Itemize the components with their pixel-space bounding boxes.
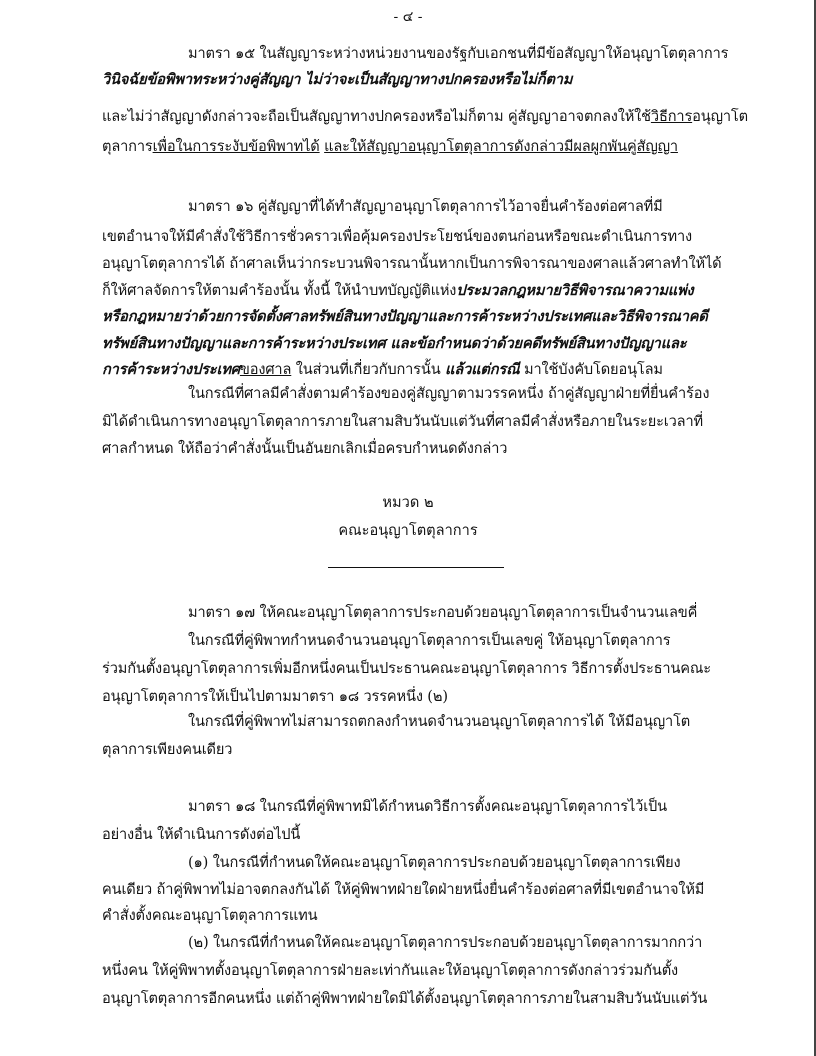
sec18-item2-line-3: อนุญาโตตุลาการอีกคนหนึ่ง แต่ถ้าคู่พิพาทฝ่ายใดมิได้ตั้งอนุญาโตตุลาการภายในสามสิบวันนับแต่วัน	[102, 990, 708, 1007]
sec17-para3-line-2: ตุลาการเพียงคนเดียว	[102, 741, 233, 758]
sec15-line-3b: วิธีการ	[650, 108, 693, 125]
sec16-para2-line-1: ในกรณีที่ศาลมีคำสั่งตามคำร้องของคู่สัญญาตามวรรคหนึ่ง ถ้าคู่สัญญาฝ่ายที่ยื่นคำร้อง	[188, 385, 710, 402]
sec15-line-1: มาตรา ๑๕ ในสัญญาระหว่างหน่วยงานของรัฐกับเอกชนที่มีข้อสัญญาให้อนุญาโตตุลาการ	[188, 45, 729, 62]
sec17-para3-line-1: ในกรณีที่คู่พิพาทไม่สามารถตกลงกำหนดจำนวนอนุญาโตตุลาการได้ ให้มีอนุญาโต	[188, 713, 691, 730]
sec16-line-4	[102, 281, 694, 301]
sec15-line-3	[102, 107, 748, 127]
sec18-line-2: อย่างอื่น ให้ดำเนินการดังต่อไปนี้	[102, 826, 301, 843]
sec18-item1-line-1: (๑) ในกรณีที่กำหนดให้คณะอนุญาโตตุลาการประกอบด้วยอนุญาโตตุลาการเพียง	[188, 854, 681, 871]
chapter-heading: หมวด ๒	[382, 494, 434, 511]
sec15-line-4c: และให้สัญญาอนุญาโตตุลาการดังกล่าวมีผลผูกพันคู่สัญญา	[324, 138, 678, 155]
sec15-line-4b: เพื่อในการระงับข้อพิพาทได้	[152, 138, 320, 155]
sec16-line-4a: ก็ให้ศาลจัดการให้ตามคำร้องนั้น ทั้งนี้ ให้นำบทบัญญัติแห่ง	[102, 282, 457, 299]
sec16-line-7b: ของศาล	[239, 361, 292, 378]
sec18-item2-line-2: หนึ่งคน ให้คู่พิพาทตั้งอนุญาโตตุลาการฝ่ายละเท่ากันและให้อนุญาโตตุลาการดังกล่าวร่วมกันตั้ง	[102, 962, 679, 979]
sec18-item2-line-1: (๒) ในกรณีที่กำหนดให้คณะอนุญาโตตุลาการประกอบด้วยอนุญาโตตุลาการมากกว่า	[188, 934, 703, 951]
sec18-item1-line-2: คนเดียว ถ้าคู่พิพาทไม่อาจตกลงกันได้ ให้คู่พิพาทฝ่ายใดฝ่ายหนึ่งยื่นคำร้องต่อศาลที่มีเขตอำนาจให้มี	[102, 881, 705, 898]
sec17-para2-line-3: อนุญาโตตุลาการให้เป็นไปตามมาตรา ๑๘ วรรคหนึ่ง (๒)	[102, 688, 448, 705]
page-number: - ๔ -	[393, 9, 423, 25]
sec18-line-1: มาตรา ๑๘ ในกรณีที่คู่พิพาทมิได้กำหนดวิธีการตั้งคณะอนุญาโตตุลาการไว้เป็น	[188, 798, 667, 815]
sec16-para2-line-3: ศาลกำหนด ให้ถือว่าคำสั่งนั้นเป็นอันยกเลิกเมื่อครบกำหนดดังกล่าว	[102, 440, 508, 457]
sec16-line-7	[102, 360, 663, 380]
sec16-line-5: หรือกฎหมายว่าด้วยการจัดตั้งศาลทรัพย์สินทางปัญญาและการค้าระหว่างประเทศและวิธีพิจารณาคดี	[102, 308, 708, 325]
sec15-line-2: วินิจฉัยข้อพิพาทระหว่างคู่สัญญา ไม่ว่าจะเป็นสัญญาทางปกครองหรือไม่ก็ตาม	[102, 71, 573, 88]
sec18-item1-line-3: คำสั่งตั้งคณะอนุญาโตตุลาการแทน	[102, 907, 318, 924]
sec16-line-4b: ประมวลกฎหมายวิธีพิจารณาความแพ่ง	[456, 282, 694, 299]
sec15-line-3a: และไม่ว่าสัญญาดังกล่าวจะถือเป็นสัญญาทางปกครองหรือไม่ก็ตาม คู่สัญญาอาจตกลงให้ใช้	[102, 108, 651, 125]
sec17-line-1: มาตรา ๑๗ ให้คณะอนุญาโตตุลาการประกอบด้วยอนุญาโตตุลาการเป็นจำนวนเลขคี่	[188, 604, 698, 621]
sec16-line-7c: ในส่วนที่เกี่ยวกับการนั้น	[295, 361, 441, 378]
sec15-line-4a: ตุลาการ	[102, 138, 153, 155]
sec16-para2-line-2: มิได้ดำเนินการทางอนุญาโตตุลาการภายในสามสิบวันนับแต่วันที่ศาลมีคำสั่งหรือภายในระยะเวลาที่	[102, 413, 703, 430]
sec16-line-7a: การค้าระหว่างประเทศ	[102, 361, 240, 378]
sec16-line-2: เขตอำนาจให้มีคำสั่งใช้วิธีการชั่วคราวเพื่อคุ้มครองประโยชน์ของตนก่อนหรือขณะดำเนินการทาง	[102, 228, 693, 245]
chapter-divider	[328, 567, 504, 568]
sec16-line-6: ทรัพย์สินทางปัญญาและการค้าระหว่างประเทศ และข้อกำหนดว่าด้วยคดีทรัพย์สินทางปัญญาและ	[102, 335, 687, 352]
sec16-line-7e: มาใช้บังคับโดยอนุโลม	[523, 361, 663, 378]
sec17-para2-line-2: ร่วมกันตั้งอนุญาโตตุลาการเพิ่มอีกหนึ่งคนเป็นประธานคณะอนุญาโตตุลาการ วิธีการตั้งประธานคณะ	[102, 660, 711, 677]
sec17-para2-line-1: ในกรณีที่คู่พิพาทกำหนดจำนวนอนุญาโตตุลาการเป็นเลขคู่ ให้อนุญาโตตุลาการ	[188, 632, 671, 649]
sec16-line-7d: แล้วแต่กรณี	[445, 361, 520, 378]
sec15-line-4	[102, 137, 678, 157]
chapter-title: คณะอนุญาโตตุลาการ	[338, 522, 478, 539]
sec15-line-3c: อนุญาโต	[692, 108, 748, 125]
sec16-line-3: อนุญาโตตุลาการได้ ถ้าศาลเห็นว่ากระบวนพิจารณานั้นหากเป็นการพิจารณาของศาลแล้วศาลทำให้ได้	[102, 255, 722, 272]
sec16-line-1: มาตรา ๑๖ คู่สัญญาที่ได้ทำสัญญาอนุญาโตตุลาการไว้อาจยื่นคำร้องต่อศาลที่มี	[188, 198, 663, 215]
